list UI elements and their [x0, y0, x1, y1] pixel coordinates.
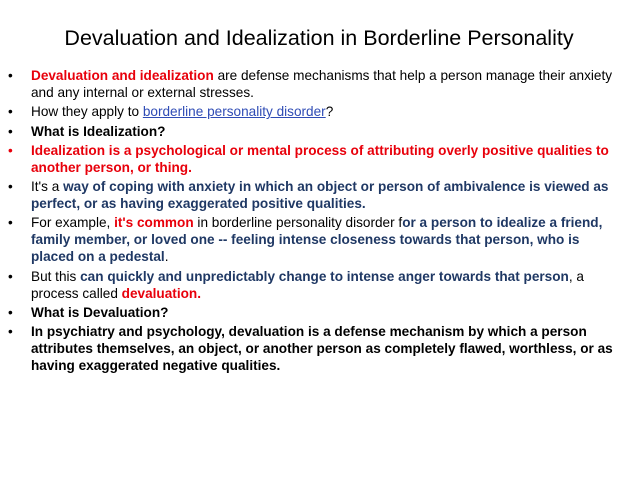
bullet-item: [0, 103, 626, 120]
bullet-item: [0, 67, 626, 101]
bullet-dot-icon: •: [8, 104, 13, 120]
bullet-item: [0, 268, 626, 302]
bullet-text: way of coping with anxiety in which an object or person of ambivalence is viewed as perfect, or as having exaggerated positive qualities.: [31, 179, 609, 212]
bullet-text: it's common: [114, 215, 194, 231]
bullet-item: [0, 323, 626, 374]
bullet-dot-icon: •: [8, 268, 13, 284]
bullet-text: What is Devaluation?: [31, 305, 169, 321]
bullet-dot-icon: •: [8, 324, 13, 340]
bullet-item: [0, 123, 626, 140]
bullet-list: [0, 67, 626, 377]
bullet-text: , a process called: [31, 268, 584, 301]
bullet-dot-icon: •: [8, 68, 13, 83]
slide-title: Devaluation and Idealization in Borderline Personality: [64, 26, 574, 50]
bullet-dot-icon: •: [8, 215, 13, 231]
bullet-text: can quickly and unpredictably change to intense anger towards that person: [80, 268, 569, 284]
bullet-item: [0, 304, 626, 321]
bullet-text: devaluation.: [121, 285, 201, 301]
bullet-item: [0, 178, 626, 212]
bullet-item: [0, 214, 626, 265]
borderline-link[interactable]: borderline personality disorder: [142, 104, 326, 120]
bullet-text: How they apply to: [31, 104, 143, 120]
bullet-text: It's a: [31, 179, 64, 195]
bullet-text: Devaluation and idealization: [31, 68, 214, 83]
bullet-text: Idealization is a psychological or mental process of attributing overly positive qualities to another person, or thing.: [31, 142, 609, 175]
bullet-text: or a person to idealize a friend, family member, or loved one -- feeling intense closeness towards that person, who is placed on a pedestal: [31, 215, 603, 265]
bullet-text: What is Idealization?: [31, 123, 166, 139]
bullet-text: But this: [31, 268, 81, 284]
bullet-item: [0, 142, 626, 176]
bullet-text: are defense mechanisms that help a person manage their anxiety and any internal or external stresses.: [31, 68, 613, 100]
bullet-text: in borderline personality disorder f: [193, 215, 403, 231]
bullet-text: ?: [325, 104, 334, 120]
bullet-dot-icon: •: [8, 142, 13, 158]
bullet-text: In psychiatry and psychology, devaluation is a defense mechanism by which a person attributes themselves, an object, or another person as completely flawed, worthless, or as having exaggerated negative qualities.: [31, 324, 613, 374]
bullet-dot-icon: •: [8, 305, 13, 321]
bullet-text: For example,: [31, 215, 115, 231]
bullet-dot-icon: •: [8, 123, 13, 139]
bullet-text: .: [164, 249, 169, 265]
bullet-dot-icon: •: [8, 179, 13, 195]
